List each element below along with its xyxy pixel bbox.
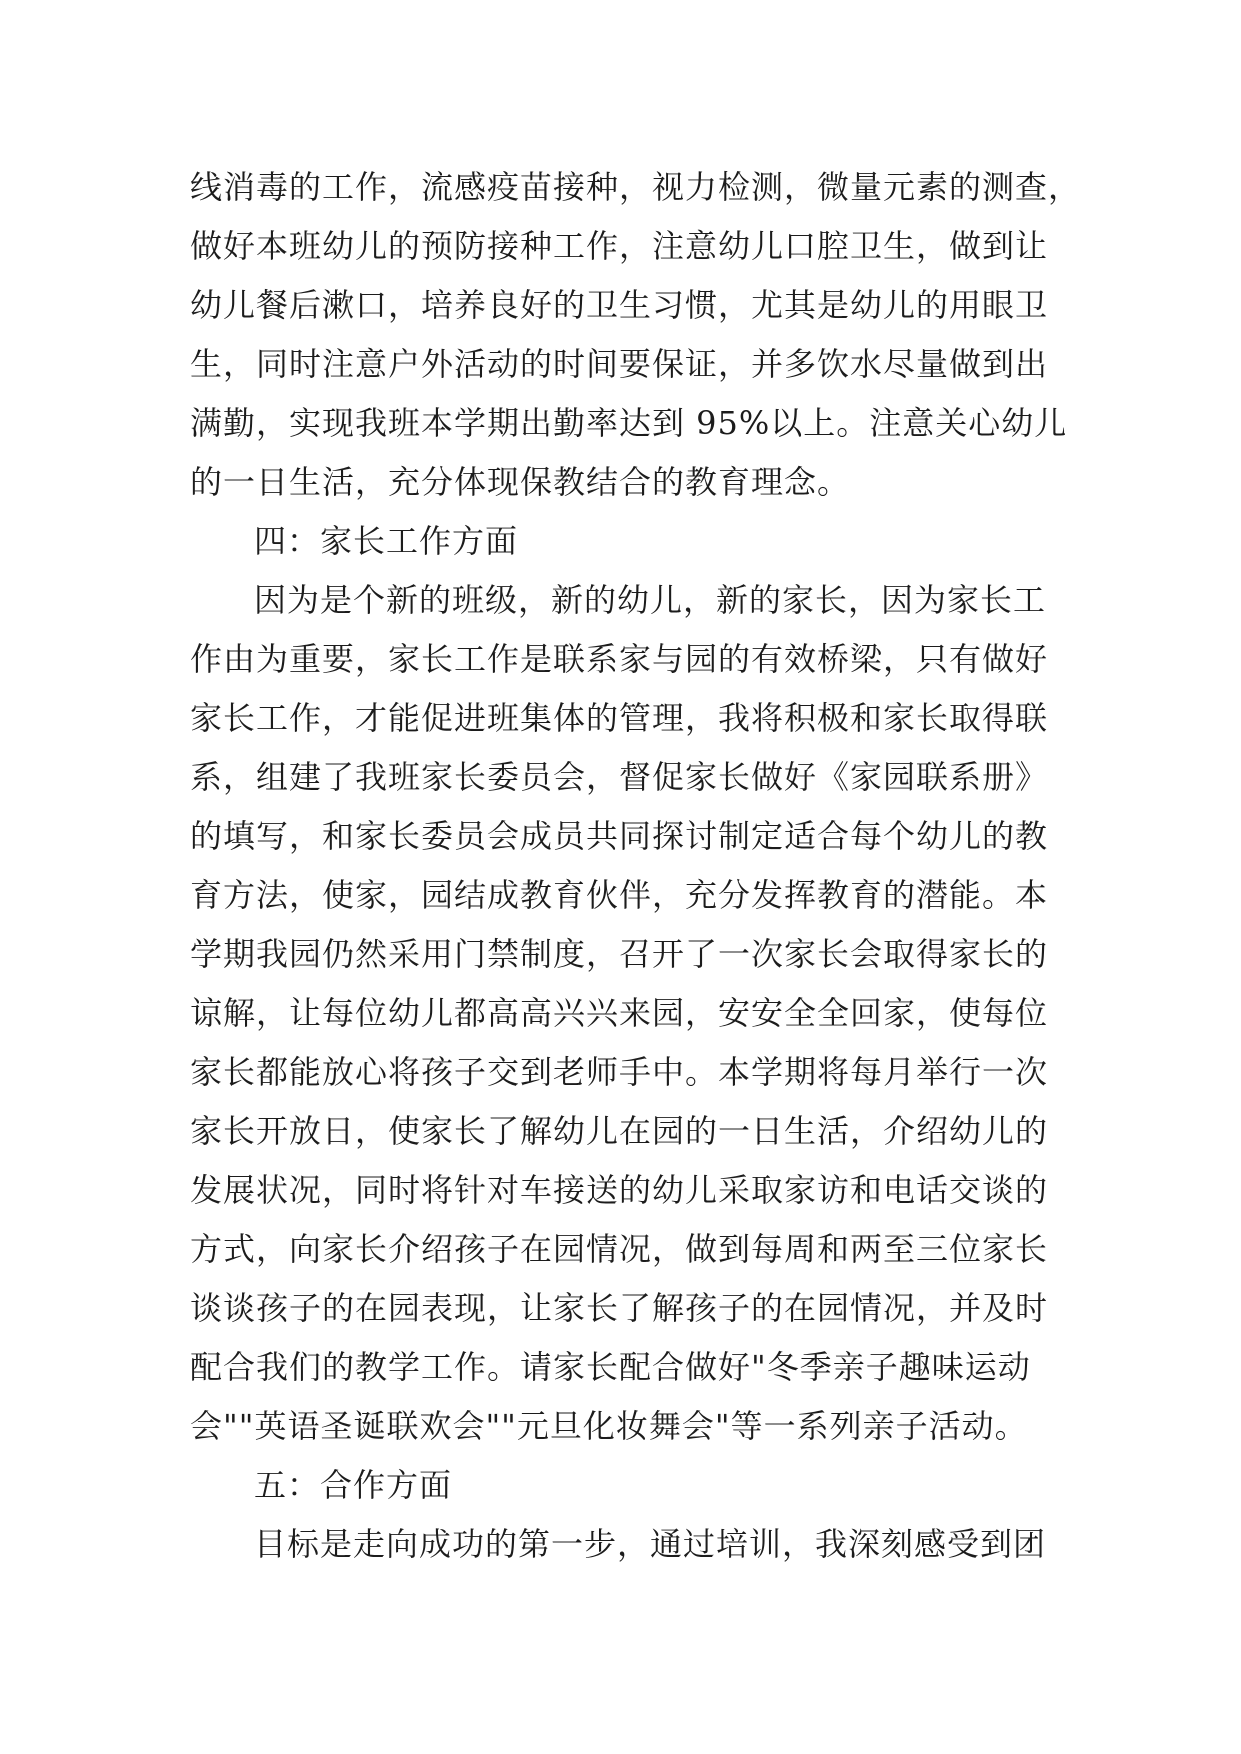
- text-line: 线消毒的工作，流感疫苗接种，视力检测，微量元素的测查，: [190, 168, 1082, 206]
- paragraph-start: 因为是个新的班级，新的幼儿，新的家长，因为家长工: [254, 581, 1047, 619]
- text-line: 作由为重要，家长工作是联系家与园的有效桥梁，只有做好: [190, 640, 1049, 678]
- text-line: 幼儿餐后漱口，培养良好的卫生习惯，尤其是幼儿的用眼卫: [190, 286, 1049, 324]
- text-line: 的一日生活，充分体现保教结合的教育理念。: [190, 463, 851, 501]
- text-line: 生，同时注意户外活动的时间要保证，并多饮水尽量做到出: [190, 345, 1049, 383]
- section-heading: 四：家长工作方面: [254, 522, 519, 560]
- text-line: 方式，向家长介绍孩子在园情况，做到每周和两至三位家长: [190, 1230, 1049, 1268]
- text-line: 家长工作，才能促进班集体的管理，我将积极和家长取得联: [190, 699, 1049, 737]
- text-line: 谈谈孩子的在园表现，让家长了解孩子的在园情况，并及时: [190, 1289, 1049, 1327]
- text-line: 满勤，实现我班本学期出勤率达到 95%以上。注意关心幼儿: [190, 404, 1068, 442]
- text-line: 系，组建了我班家长委员会，督促家长做好《家园联系册》: [190, 758, 1049, 796]
- text-line: 的填写，和家长委员会成员共同探讨制定适合每个幼儿的教: [190, 817, 1049, 855]
- text-line: 会""英语圣诞联欢会""元旦化妆舞会"等一系列亲子活动。: [190, 1407, 1028, 1445]
- text-line: 做好本班幼儿的预防接种工作，注意幼儿口腔卫生，做到让: [190, 227, 1049, 265]
- text-line: 谅解，让每位幼儿都高高兴兴来园，安安全全回家，使每位: [190, 994, 1049, 1032]
- text-line: 家长都能放心将孩子交到老师手中。本学期将每月举行一次: [190, 1053, 1049, 1091]
- text-line: 发展状况，同时将针对车接送的幼儿采取家访和电话交谈的: [190, 1171, 1049, 1209]
- text-line: 家长开放日，使家长了解幼儿在园的一日生活，介绍幼儿的: [190, 1112, 1049, 1150]
- section-heading: 五：合作方面: [254, 1466, 453, 1504]
- text-line: 育方法，使家，园结成教育伙伴，充分发挥教育的潜能。本: [190, 876, 1049, 914]
- text-line: 学期我园仍然采用门禁制度，召开了一次家长会取得家长的: [190, 935, 1049, 973]
- paragraph-start: 目标是走向成功的第一步，通过培训，我深刻感受到团: [254, 1525, 1047, 1563]
- text-line: 配合我们的教学工作。请家长配合做好"冬季亲子趣味运动: [190, 1348, 1031, 1386]
